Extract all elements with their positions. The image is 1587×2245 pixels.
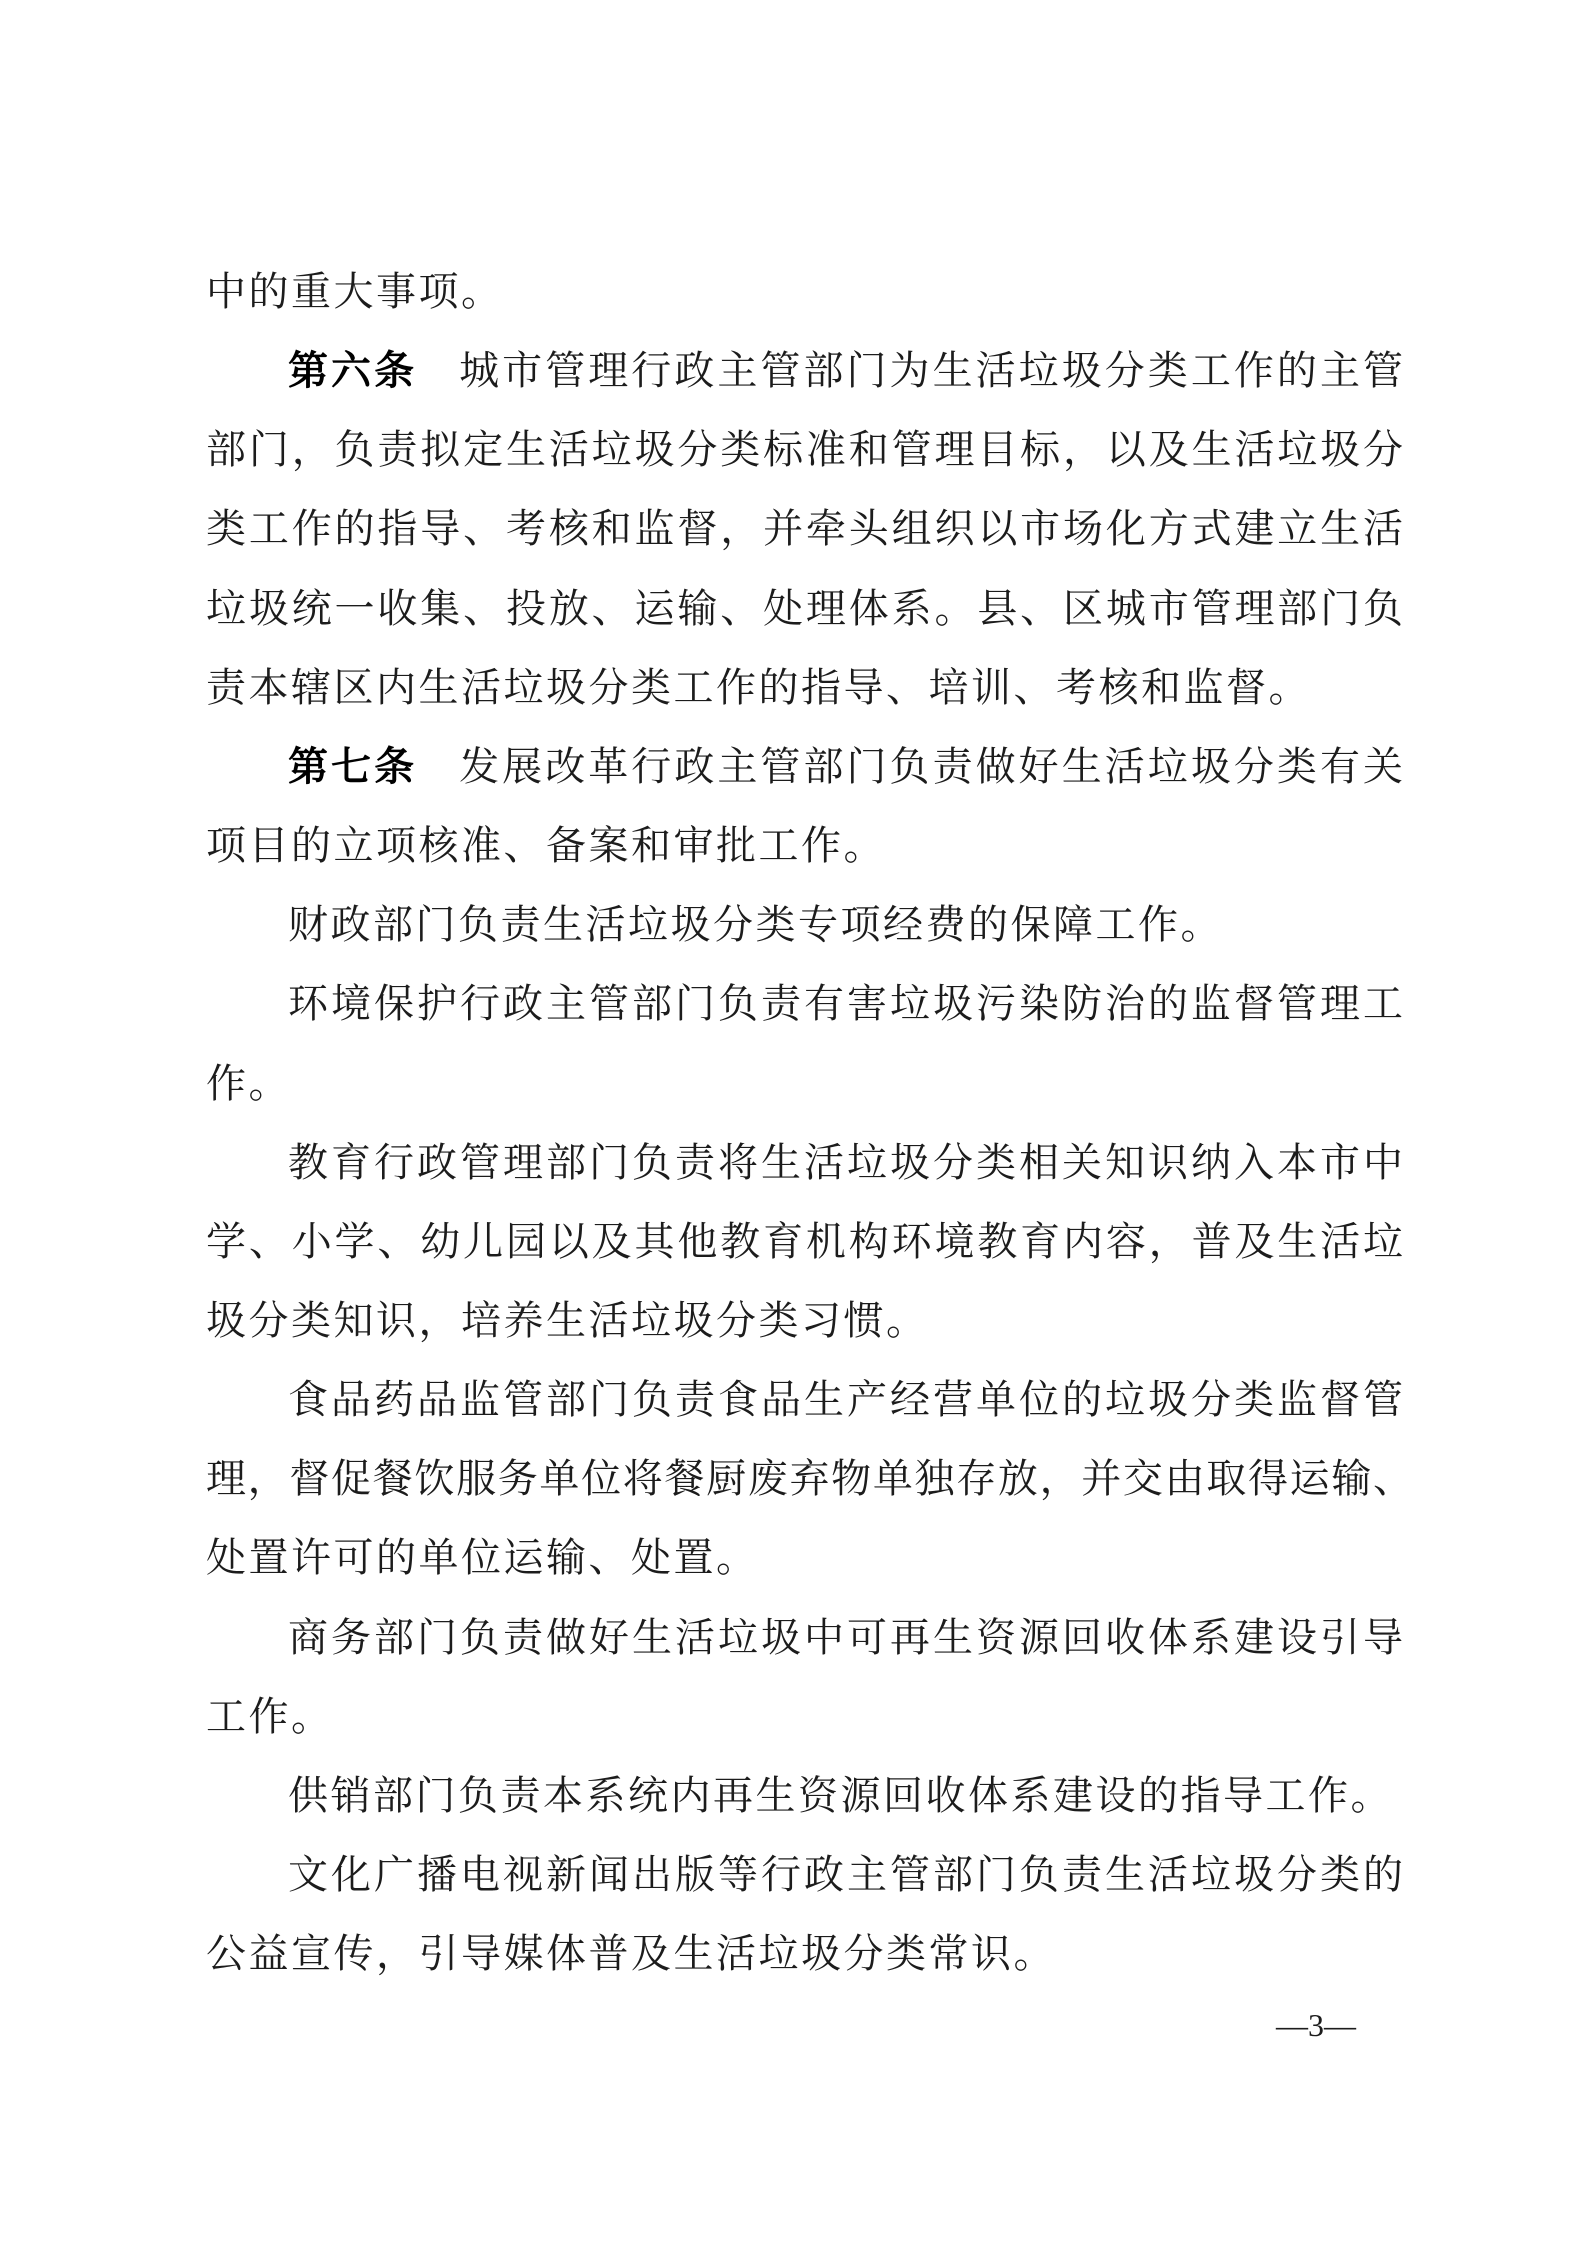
line-text: 项目的立项核准、备案和审批工作。 [206,823,886,869]
line-text: 学、小学、幼儿园以及其他教育机构环境教育内容，普及生活垃 [206,1219,1403,1265]
line-text: 公益宣传，引导媒体普及生活垃圾分类常识。 [206,1931,1056,1977]
text-line [206,664,1311,712]
text-line [206,1534,759,1582]
text-line [288,1139,1403,1187]
line-text: 处置许可的单位运输、处置。 [206,1535,759,1581]
line-text: 财政部门负责生活垃圾分类专项经费的保障工作。 [288,902,1223,948]
line-text: 教育行政管理部门负责将生活垃圾分类相关知识纳入本市中 [288,1140,1403,1186]
article-heading: 第七条 [288,743,418,790]
text-line [206,1297,929,1345]
text-line [288,1376,1403,1424]
line-text: 类工作的指导、考核和监督，并牵头组织以市场化方式建立生活 [206,506,1403,552]
page-number: —3— [1276,2007,1356,2043]
text-line [288,980,1403,1028]
line-text: 城市管理行政主管部门为生活垃圾分类工作的主管 [459,348,1403,394]
text-line [288,347,1403,395]
text-line [288,1614,1403,1662]
text-line [206,1693,334,1741]
line-text: 垃圾统一收集、投放、运输、处理体系。县、区城市管理部门负 [206,586,1403,632]
line-text: 责本辖区内生活垃圾分类工作的指导、培训、考核和监督。 [206,665,1311,711]
line-text: 理，督促餐饮服务单位将餐厨废弃物单独存放，并交由取得运输、 [206,1456,1413,1502]
line-text: 文化广播电视新闻出版等行政主管部门负责生活垃圾分类的 [288,1852,1403,1898]
text-line [206,505,1403,553]
line-text: 工作。 [206,1694,334,1740]
line-text: 环境保护行政主管部门负责有害垃圾污染防治的监督管理工 [288,981,1403,1027]
text-line [206,1218,1403,1266]
text-line [288,901,1223,949]
text-line [288,743,1403,791]
text-line [206,1930,1056,1978]
text-line [206,268,504,316]
article-heading: 第六条 [288,347,418,394]
text-line [288,1772,1393,1820]
text-line [206,822,886,870]
line-text: 中的重大事项。 [206,269,504,315]
text-line [206,426,1403,474]
line-text: 商务部门负责做好生活垃圾中可再生资源回收体系建设引导 [288,1615,1403,1661]
line-text: 部门，负责拟定生活垃圾分类标准和管理目标，以及生活垃圾分 [206,427,1403,473]
text-line [206,1060,291,1108]
line-text: 圾分类知识，培养生活垃圾分类习惯。 [206,1298,929,1344]
text-line [206,1455,1413,1503]
text-line [206,585,1403,633]
text-line [288,1851,1403,1899]
line-text: 作。 [206,1061,291,1107]
line-text: 供销部门负责本系统内再生资源回收体系建设的指导工作。 [288,1773,1393,1819]
line-text: 发展改革行政主管部门负责做好生活垃圾分类有关 [459,744,1403,790]
line-text: 食品药品监管部门负责食品生产经营单位的垃圾分类监督管 [288,1377,1403,1423]
